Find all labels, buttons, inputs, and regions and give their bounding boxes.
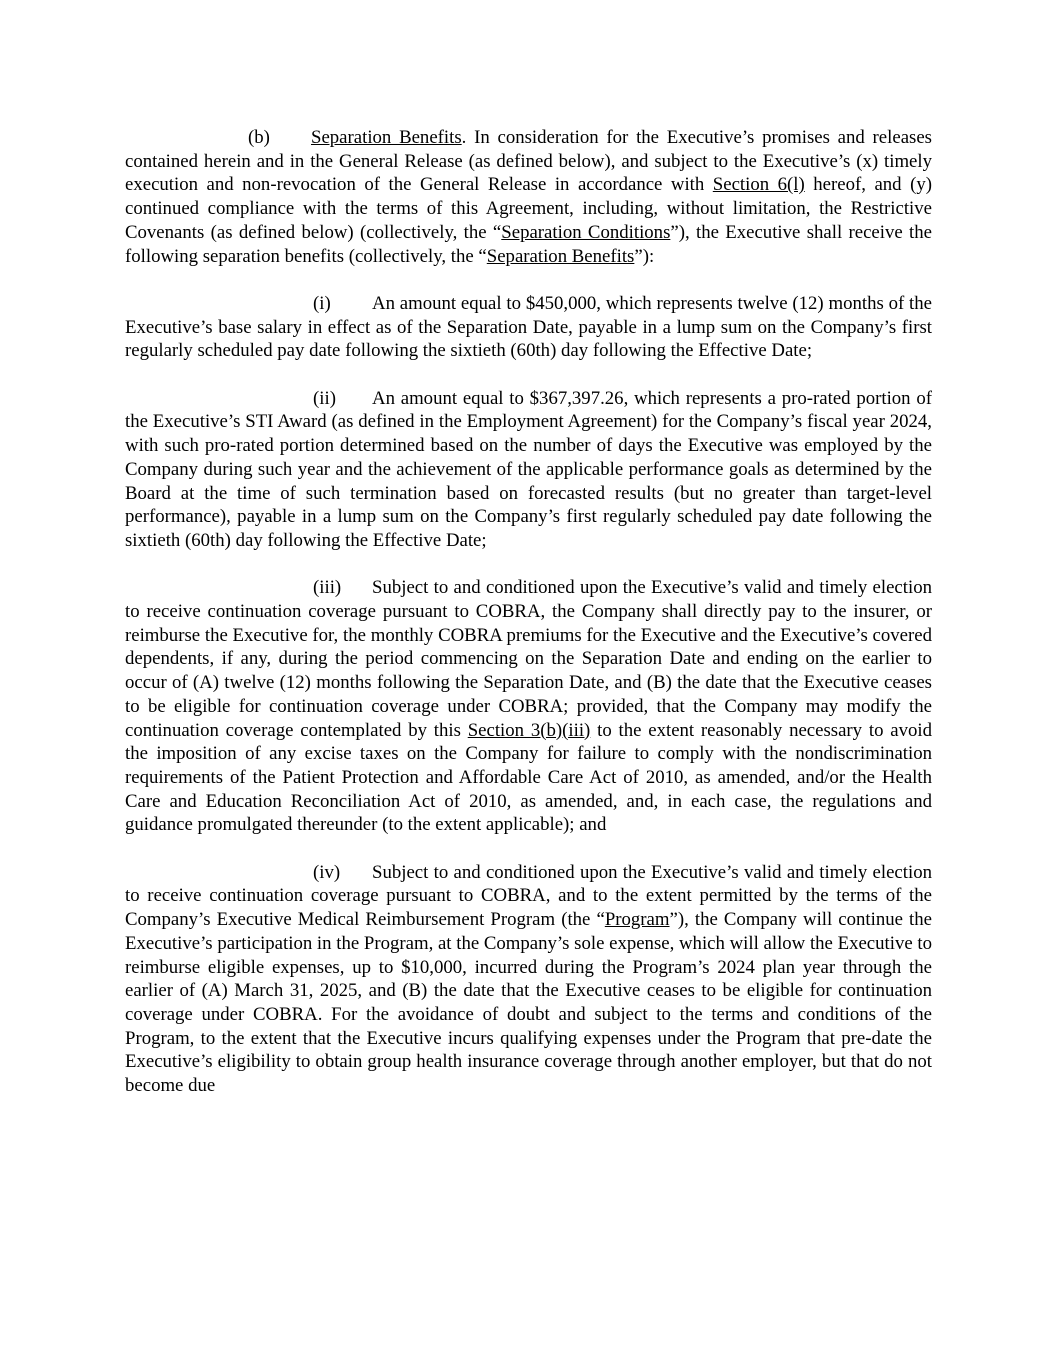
paragraph-iv-text-2: ”), the Company will continue the Executive’s participation in the Program, at the Company’s sole expense, which will allow the Executive to reimburse eligible expenses, up to $10,000, incurred during the Program’s 2024 plan year through the earlier of (A) March 31, 2025, and (B) the date that the Executive ceases to be eligible for continuation coverage under COBRA. For the avoidance of doubt and subject to the terms and conditions of the Program, to the extent that the Executive incurs qualifying expenses under the Program that pre-date the Executive’s eligibility to obtain group health insurance coverage through another employer, but that do not become due [125,909,932,1097]
paragraph-b-text-2: hereof, and (y) continued compliance with the terms of this Agreement, including, without limitation, the Restrictive Covenants (as defined below) (collectively, the “ [125,174,932,243]
paragraph-ii-number: (ii) [313,387,336,409]
paragraph-iii-text-1: Subject to and conditioned upon the Executive’s valid and timely election to receive continuation coverage pursuant to COBRA, the Company shall directly pay to the insurer, or reimburse the Executive for, the monthly COBRA premiums for the Executive and the Executive’s covered dependents, if any, during the period commencing on the Separation Date and ending on the earlier to occur of (A) twelve (12) months following the Separation Date, and (B) the date that the Executive ceases to be eligible for continuation coverage under COBRA; provided, that the Company may modify the continuation coverage contemplated by this [125,577,932,741]
paragraph-iii [125,576,932,837]
heading-separation-benefits: Separation Benefits [311,127,462,148]
paragraph-ii-text: An amount equal to $367,397.26, which represents a pro-rated portion of the Executive’s STI Award (as defined in the Employment Agreement) for the Company’s fiscal year 2024, with such pro-rated portion determined based on the number of days the Executive was employed by the Company during such year and the achievement of the applicable performance goals as determined by the Board at the time of such termination based on forecasted results (but no greater than target-level performance), payable in a lump sum on the Company’s first regularly scheduled pay date following the sixtieth (60th) day following the Effective Date; [125,387,932,551]
document-body [125,126,932,1121]
paragraph-iii-text-2: to the extent reasonably necessary to avoid the imposition of any excise taxes on the Company for failure to comply with the nondiscrimination requirements of the Patient Protection and Affordable Care Act of 2010, as amended, and/or the Health Care and Education Reconciliation Act of 2010, as amended, and, in each case, the regulations and guidance promulgated thereunder (to the extent applicable); and [125,719,932,836]
paragraph-b-number: (b) [248,127,270,148]
paragraph-i-number: (i) [313,292,331,314]
defined-term-separation-benefits: Separation Benefits [486,245,635,267]
paragraph-iv-text-1: Subject to and conditioned upon the Executive’s valid and timely election to receive continuation coverage pursuant to COBRA, and to the extent permitted by the terms of the Company’s Executive Medical Reimbursement Program (the “ [125,861,932,931]
paragraph-b [125,126,932,268]
reference-section-6l: Section 6(l) [712,174,805,196]
defined-term-separation-conditions: Separation Conditions [501,221,671,243]
reference-section-3biii: Section 3(b)(iii) [467,719,591,741]
paragraph-iv [125,861,932,1098]
paragraph-ii [125,387,932,553]
paragraph-b-text-1: . In consideration for the Executive’s promises and releases contained herein and in the General Release (as defined below), and subject to the Executive’s (x) timely execution and non-revocation of the General Release in accordance with [125,127,932,196]
paragraph-b-text-3: ”), the Executive shall receive the following separation benefits (collectively, the “ [125,221,932,267]
defined-term-program: Program [604,909,670,931]
paragraph-i [125,292,932,363]
paragraph-i-text: An amount equal to $450,000, which represents twelve (12) months of the Executive’s base salary in effect as of the Separation Date, payable in a lump sum on the Company’s first regularly scheduled pay date following the sixtieth (60th) day following the Effective Date; [125,292,932,362]
paragraph-iii-number: (iii) [313,577,342,599]
paragraph-b-text-4: ”): [634,245,655,267]
paragraph-iv-number: (iv) [313,861,341,883]
